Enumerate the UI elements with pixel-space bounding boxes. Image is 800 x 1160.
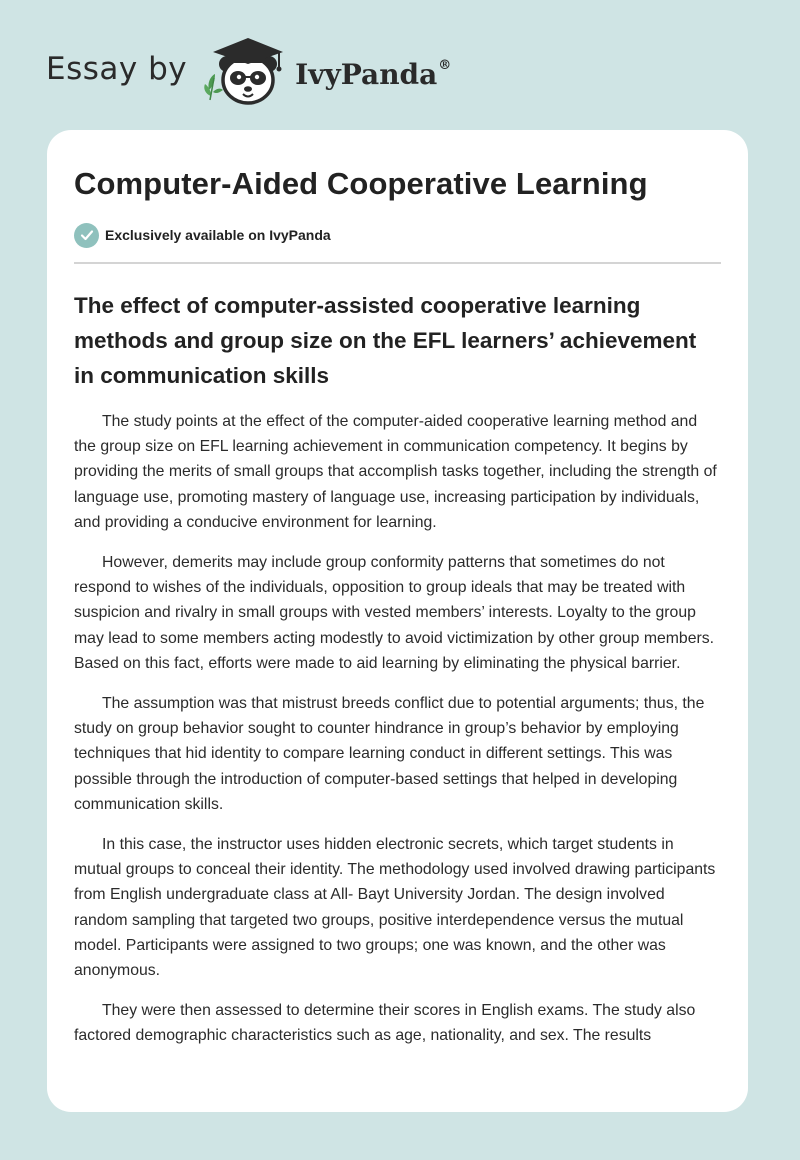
site-header bbox=[46, 34, 451, 110]
paragraph: They were then assessed to determine their scores in English exams. The study also factored demographic characteristics such as age, nationality, and sex. The results bbox=[74, 1002, 696, 1045]
check-circle-icon bbox=[74, 223, 99, 248]
panda-graduation-cap-icon[interactable] bbox=[199, 34, 293, 110]
paragraph: The assumption was that mistrust breeds conflict due to potential arguments; thus, the study on group behavior sought to counter hindrance in group’s behavior by employing techniques that hid identity to compare learning conduct in different settings. This was possible through the introduction of computer-based settings that helped in developing communication skills. bbox=[74, 695, 705, 813]
paragraph: In this case, the instructor uses hidden electronic secrets, which target students in mutual groups to conceal their identity. The methodology used involved drawing participants from English undergraduate class at All- Bayt University Jordan. The design involved random sampling that targeted two groups, positive interdependence versus the mutual model. Participants were assigned to two groups; one was known, and the other was anonymous. bbox=[74, 836, 716, 980]
brand-name[interactable] bbox=[295, 58, 451, 91]
page-title: Computer-Aided Cooperative Learning bbox=[74, 166, 648, 201]
essay-body bbox=[74, 409, 721, 1049]
registered-mark: ® bbox=[438, 57, 452, 73]
brand-name-text: IvyPanda bbox=[295, 57, 438, 91]
divider bbox=[74, 262, 721, 264]
essay-by-label: Essay by bbox=[46, 51, 188, 87]
section-heading: The effect of computer-assisted cooperative learning methods and group size on the EFL learners’ achievement in communication skills bbox=[74, 293, 697, 388]
exclusive-label: Exclusively available on IvyPanda bbox=[105, 227, 331, 243]
paragraph: The study points at the effect of the computer-aided cooperative learning method and the group size on EFL learning achievement in communication competency. It begins by providing the merits of small groups that accomplish tasks together, including the strength of language use, promoting mastery of language use, increasing participation by individuals, and providing a conducive environment for learning. bbox=[74, 413, 717, 531]
exclusive-badge bbox=[74, 222, 721, 248]
paragraph: However, demerits may include group conformity patterns that sometimes do not respond to wishes of the individuals, opposition to group ideals that may be treated with suspicion and rivalry in small groups with vested members’ interests. Loyalty to the group may lead to some members acting modestly to avoid victimization by other group members. Based on this fact, efforts were made to aid learning by eliminating the physical barrier. bbox=[74, 554, 715, 672]
essay-card bbox=[47, 130, 748, 1112]
